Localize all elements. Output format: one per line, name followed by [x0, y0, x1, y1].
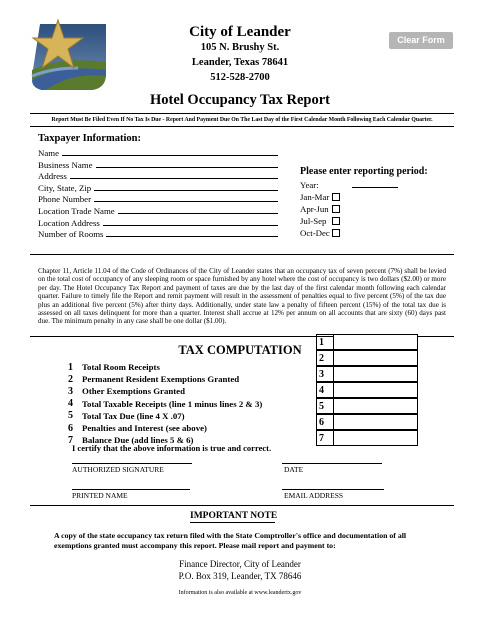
- tax-amount-box: [316, 334, 418, 350]
- taxpayer-field-label: Name: [38, 148, 60, 158]
- tax-line-label: Balance Due (add lines 5 & 6): [82, 435, 194, 446]
- date-label: DATE: [284, 465, 304, 474]
- quarter-row: [300, 203, 340, 214]
- taxpayer-field-row: [38, 228, 278, 239]
- tax-box-number: 4: [319, 384, 324, 396]
- tax-line-label: Total Taxable Receipts (line 1 minus lines 2 & 3): [82, 398, 263, 409]
- quarter-row: [300, 227, 340, 238]
- tax-amount-box: [316, 366, 418, 382]
- signature-label: AUTHORIZED SIGNATURE: [72, 465, 164, 474]
- printed-name-label: PRINTED NAME: [72, 491, 128, 500]
- year-input[interactable]: [352, 187, 398, 188]
- tax-amount-box: [316, 398, 418, 414]
- printed-name-line[interactable]: [72, 489, 190, 490]
- quarter-label: Jul-Sep: [300, 215, 327, 226]
- finance-director: Finance Director, City of Leander: [179, 559, 301, 569]
- tax-line-number: 4: [68, 398, 73, 410]
- tax-box-number: 2: [319, 352, 324, 364]
- tax-line-row: [68, 398, 262, 410]
- city-name: City of Leander: [189, 24, 291, 40]
- quarter-label: Apr-Jun: [300, 203, 329, 214]
- important-note-heading: IMPORTANT NOTE: [190, 511, 278, 521]
- certify-statement: I certify that the above information is true and correct.: [72, 443, 272, 453]
- taxpayer-field-label: Location Address: [38, 217, 100, 228]
- taxpayer-field-label: Number of Rooms: [38, 229, 104, 240]
- address-line-2: Leander, Texas 78641: [191, 57, 289, 68]
- taxpayer-field-row: [38, 147, 278, 158]
- taxpayer-field-row: [38, 182, 278, 193]
- taxpayer-field-input[interactable]: [96, 167, 279, 168]
- tax-amount-box: [316, 414, 418, 430]
- important-note-text: A copy of the state occupancy tax return filed with the State Comptroller's office and documentation of all exemptions granted must accompany this report. Please mail report and payment to:: [54, 531, 407, 550]
- filing-notice: Report Must Be Filed Even If No Tax Is Due - Report And Payment Due On The Last Day of the First Calendar Month Following Each Calendar Quarter.: [51, 117, 433, 123]
- quarter-checkbox[interactable]: [332, 193, 340, 201]
- taxpayer-field-input[interactable]: [118, 213, 278, 214]
- tax-box-number: 3: [319, 368, 324, 380]
- taxpayer-field-row: [38, 205, 278, 216]
- important-note-underline: [190, 522, 275, 523]
- email-line[interactable]: [282, 489, 384, 490]
- tax-line-row: [68, 385, 185, 397]
- taxpayer-field-input[interactable]: [103, 225, 278, 226]
- period-heading: Please enter reporting period:: [300, 166, 428, 177]
- tax-amount-input[interactable]: [333, 382, 418, 398]
- footer-divider: [30, 505, 454, 506]
- quarter-label: Oct-Dec: [300, 227, 330, 238]
- date-line[interactable]: [282, 463, 382, 464]
- taxpayer-field-input[interactable]: [106, 236, 278, 237]
- year-label: Year:: [300, 179, 319, 190]
- tax-box-number: 5: [319, 400, 324, 412]
- tax-line-number: 5: [68, 410, 73, 422]
- taxpayer-field-input[interactable]: [94, 201, 278, 202]
- quarter-checkbox[interactable]: [332, 217, 340, 225]
- tax-box-number: 6: [319, 416, 324, 428]
- quarter-checkbox[interactable]: [332, 229, 340, 237]
- taxpayer-field-label: Location Trade Name: [38, 206, 115, 216]
- tax-line-label: Permanent Resident Exemptions Granted: [82, 374, 240, 385]
- taxpayer-field-input[interactable]: [94, 190, 278, 191]
- tax-line-number: 3: [68, 385, 73, 397]
- mailing-address: P.O. Box 319, Leander, TX 78646: [178, 571, 302, 581]
- taxpayer-field-row: [38, 217, 278, 228]
- quarter-row: [300, 215, 340, 226]
- tax-amount-box: [316, 382, 418, 398]
- clear-form-button[interactable]: Clear Form: [389, 32, 453, 49]
- tax-line-number: 2: [68, 373, 73, 385]
- taxpayer-field-label: Phone Number: [38, 194, 92, 205]
- tax-amount-box: [316, 430, 418, 446]
- chapter-text: Chapter 11, Article 11.04 of the Code of Ordinances of the City of Leander states that an occupancy tax of seven percent (7%) shall be levied on the total cost of occupancy of any sleeping room or space furnished by any hotel where the cost of occupancy is two dollars ($2.00) or more per day. The Hotel Occupancy Tax Report and payment of taxes are due by the last day of the first calendar month following each calendar quarter. Failure to timely file the Report and remit payment will result in the assessment of penalties equal to five percent (5%) of the tax due plus an additional five percent (5%) after thirty days. Additionally, under state law a penalty of fifteen percent (15%) of the total tax due is assessed on all taxes delinquent for more than a quarter. Interest shall accrue at 12% per annum on all accounts that are sixty (60) days past due. The minimum penalty in any case shall be one dollar ($1.00).: [38, 267, 446, 326]
- tax-line-number: 1: [68, 361, 73, 373]
- tax-line-number: 7: [68, 434, 73, 446]
- notice-divider: [30, 126, 454, 127]
- taxpayer-heading: Taxpayer Information:: [38, 133, 141, 144]
- tax-line-label: Total Tax Due (line 4 X .07): [82, 410, 185, 421]
- city-phone: 512-528-2700: [210, 72, 270, 83]
- tax-computation-title: TAX COMPUTATION: [178, 343, 302, 357]
- signature-line[interactable]: [72, 463, 192, 464]
- taxpayer-field-row: [38, 159, 278, 170]
- tax-box-number: 1: [319, 336, 324, 348]
- taxpayer-field-row: [38, 193, 278, 204]
- tax-line-row: [68, 422, 207, 434]
- tax-box-number: 7: [319, 432, 324, 444]
- city-logo-icon: [22, 18, 112, 96]
- quarter-row: [300, 191, 340, 202]
- website-info: Information is also available at www.leandertx.gov: [178, 590, 302, 596]
- tax-line-label: Other Exemptions Granted: [82, 386, 185, 397]
- info-divider: [30, 254, 454, 255]
- taxpayer-field-label: Address: [38, 171, 67, 182]
- tax-line-row: [68, 361, 160, 373]
- tax-amount-input[interactable]: [333, 430, 418, 446]
- taxpayer-field-label: City, State, Zip: [38, 182, 92, 193]
- taxpayer-field-input[interactable]: [70, 178, 278, 179]
- taxpayer-field-input[interactable]: [62, 155, 278, 156]
- tax-line-label: Penalties and Interest (see above): [82, 423, 207, 433]
- tax-line-row: [68, 410, 185, 422]
- tax-amount-input[interactable]: [333, 350, 418, 366]
- tax-line-row: [68, 373, 239, 385]
- tax-line-number: 6: [68, 422, 73, 434]
- quarter-label: Jan-Mar: [300, 191, 330, 202]
- tax-amount-input[interactable]: [333, 366, 418, 382]
- tax-line-label: Total Room Receipts: [82, 362, 160, 372]
- tax-amount-input[interactable]: [333, 414, 418, 430]
- taxpayer-field-row: [38, 170, 278, 181]
- tax-amount-input[interactable]: [333, 334, 418, 350]
- quarter-checkbox[interactable]: [332, 205, 340, 213]
- taxpayer-field-label: Business Name: [38, 159, 93, 170]
- tax-amount-input[interactable]: [333, 398, 418, 414]
- year-row: [300, 179, 398, 190]
- header-divider: [30, 113, 454, 114]
- report-title: Hotel Occupancy Tax Report: [149, 92, 331, 108]
- address-line-1: 105 N. Brushy St.: [200, 42, 280, 53]
- email-label: EMAIL ADDRESS: [284, 491, 344, 500]
- tax-amount-box: [316, 350, 418, 366]
